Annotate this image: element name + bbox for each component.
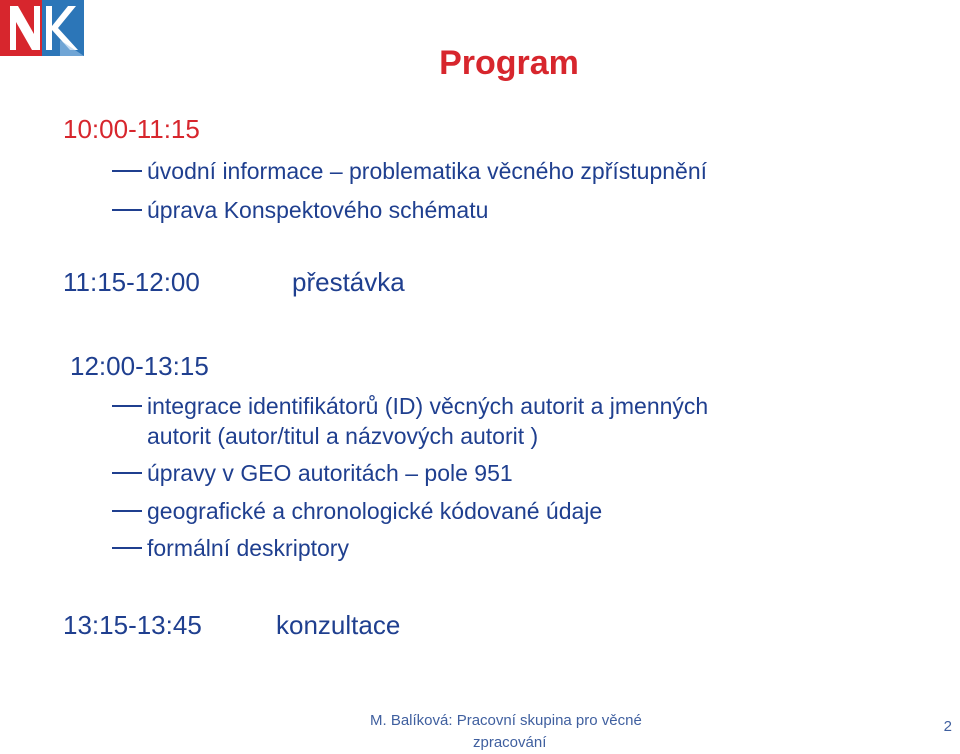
consult-label: konzultace: [276, 610, 401, 640]
dash-bullet: [112, 472, 142, 474]
page-number: 2: [943, 718, 952, 735]
dash-bullet: [112, 405, 142, 407]
dash-bullet: [112, 209, 142, 211]
dash-bullet: [112, 510, 142, 512]
break-label: přestávka: [292, 267, 405, 297]
session2-time: 12:00-13:15: [70, 351, 209, 381]
session1-time: 10:00-11:15: [63, 114, 200, 144]
consult-time: 13:15-13:45: [63, 610, 202, 640]
footer-author: M. Balíková: Pracovní skupina pro věcné zpracování: [370, 712, 642, 751]
dash-bullet: [112, 547, 142, 549]
break-time: 11:15-12:00: [63, 267, 200, 297]
dash-bullet: [112, 170, 142, 172]
page-title: Program: [439, 44, 579, 82]
